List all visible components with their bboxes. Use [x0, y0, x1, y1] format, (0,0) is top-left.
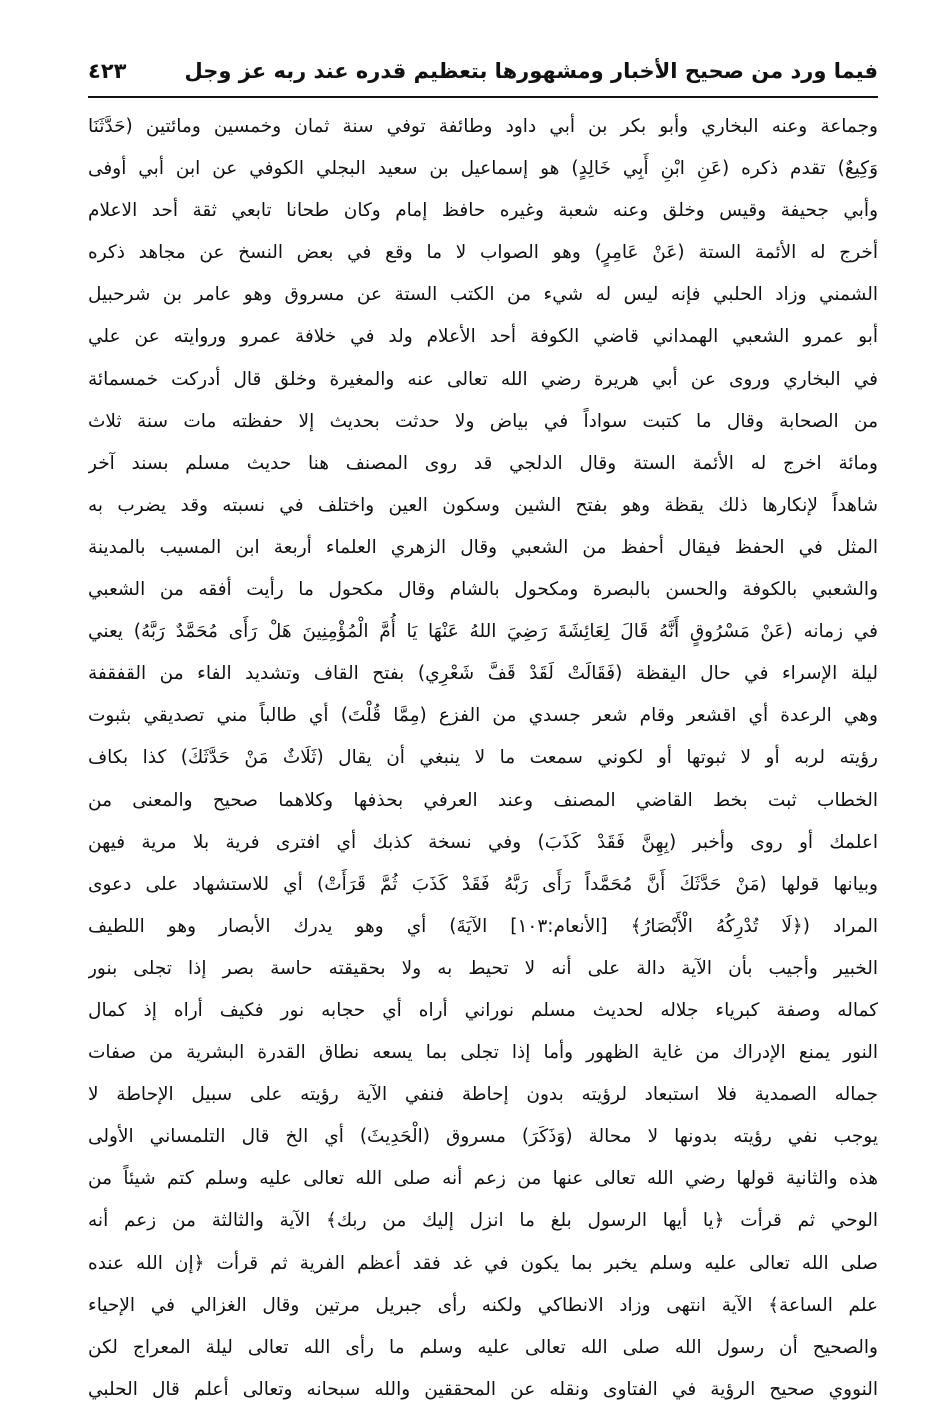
- text-line: ليلة الإسراء في حال اليقظة (فَقَالَتْ لَقَدْ قَفَّ شَعْرِي) بفتح القاف وتشديد الفاء من القفقفة: [88, 663, 878, 685]
- text-line: في البخاري وروى عن أبي هريرة رضي الله تعالى عنه والمغيرة وخلق قال أدركت خمسمائة: [88, 368, 878, 390]
- header-rule: [88, 96, 878, 98]
- text-line: والصحيح أن رسول الله صلى الله تعالى عليه وسلم ما رأى الله تعالى ليلة المعراج لكن: [88, 1336, 878, 1358]
- text-line: يوجب نفي رؤيته بدونها لا محالة (وَذَكَرَ) مسروق (الْحَدِيثَ) أي الخ قال التلمساني الأولى: [88, 1126, 878, 1148]
- text-line: شاهداً لإنكارها ذلك يقظة وهو بفتح الشين وسكون العين واختلف في نسبته وقد يضرب به: [88, 494, 878, 516]
- text-line: المثل في الحفظ فيقال أحفظ من الشعبي وقال الزهري العلماء أربعة ابن المسيب بالمدينة: [88, 536, 878, 558]
- text-line: جماله الصمدية فلا استبعاد لرؤيته بدون إحاطة فنفي الآية رؤيته على سبيل الإحاطة لا: [88, 1084, 878, 1106]
- text-line: علم الساعة﴾ الآية انتهى وزاد الانطاكي ولكنه رأى جبريل مرتين وقال الغزالي في الإحياء: [88, 1294, 878, 1316]
- text-line: الخطاب ثبت بخط القاضي المصنف وعند العرفي بحذفها وكلاهما صحيح والمعنى من: [88, 789, 878, 811]
- text-line: أبو عمرو الشعبي الهمداني قاضي الكوفة أحد الأعلام ولد في خلافة عمرو وروايته عن علي: [88, 326, 878, 348]
- text-line: في زمانه (عَنْ مَسْرُوقٍ أَنَّهُ قَالَ لِعَائِشَةَ رَضِيَ اللهُ عَنْهَا يَا أُمَّ الْمُؤْمِنِينَ هَلْ رَأَى مُحَمَّدٌ رَبَّهُ) يعني: [88, 621, 878, 643]
- text-line: الوحي ثم قرأت ﴿يا أيها الرسول بلغ ما انزل إليك من ربك﴾ الآية والثالثة من زعم أنه: [88, 1210, 878, 1232]
- text-line: النووي صحيح الرؤية في الفتاوى ونقله عن المحققين والله سبحانه وتعالى أعلم قال الحلبي: [88, 1378, 878, 1400]
- text-line: وأبي جحيفة وقيس وخلق وعنه شعبة وغيره حافظ إمام وكان طحانا تابعي ثقة أحد الاعلام: [88, 200, 878, 222]
- text-line: والشعبي بالكوفة والحسن بالبصرة ومكحول بالشام وقال مكحول ما رأيت أفقه من الشعبي: [88, 579, 878, 601]
- text-line: اعلمك أو روى وأخبر (بِهِنَّ فَقَدْ كَذَبَ) وفي نسخة كذبك أي افترى فرية بلا مرية فيهن: [88, 831, 878, 853]
- body-text: [88, 106, 878, 1411]
- text-line: هذه والثانية قولها رضي الله تعالى عنها من زعم أنه صلى الله تعالى عليه وسلم كتم شيئاً من: [88, 1168, 878, 1190]
- page-number: ٤٢٣: [88, 59, 127, 83]
- text-line: وجماعة وعنه البخاري وأبو بكر بن أبي داود وطائفة توفي سنة ثمان وخمسين ومائتين (حَدَّثَنَا: [88, 116, 878, 137]
- header-title: فيما ورد من صحيح الأخبار ومشهورها بتعظيم قدره عند ربه عز وجل: [184, 59, 878, 83]
- text-line: رؤيته لربه أو لا ثبوتها أو لكوني سمعت ما لا ينبغي أن يقال (ثَلَاثٌ مَنْ حَدَّثَكَ) كذا بكاف: [88, 747, 878, 769]
- text-line: النور يمنع الإدراك من غاية الظهور وأما إذا تجلى بما يسعه نطاق القدرة البشرية من صفات: [88, 1042, 878, 1064]
- text-line: وَكِيعٌ) تقدم ذكره (عَنِ ابْنِ أَبِي خَالِدٍ) هو إسماعيل بن سعيد البجلي الكوفي عن ابن أبي أوفى: [88, 158, 878, 180]
- text-line: أخرج له الأئمة الستة (عَنْ عَامِرٍ) وهو الصواب لا ما وقع في بعض النسخ عن مجاهد ذكره: [88, 242, 878, 264]
- text-line: الخبير وأجيب بأن الآية دالة على أنه لا تحيط به ولا بحقيقته حاسة بصر إذا تجلى بنور: [88, 957, 878, 979]
- text-line: وهي الرعدة أي اقشعر وقام شعر جسدي من الفزع (مِمَّا قُلْتَ) أي طالباً مني تصديقي بثبوت: [88, 705, 878, 727]
- running-header: [88, 52, 878, 90]
- text-line: المراد (﴿لَا تُدْرِكُهُ الْأَبْصَارُ﴾ [الأنعام:١٠٣] الآيَةَ) أي وهو يدرك الأبصار وهو اللطيف: [88, 915, 878, 937]
- text-line: ومائة اخرج له الأئمة الستة وقال الدلجي قد روى المصنف هنا حديث مسلم بسند آخر: [88, 452, 878, 474]
- text-line: من الصحابة وقال ما كتبت سواداً في بياض ولا حدثت بحديث إلا حفظته مات سنة ثلاث: [88, 410, 878, 432]
- text-line: صلى الله تعالى عليه وسلم يخبر بما يكون في غد فقد أعظم الفرية ثم قرأت ﴿إن الله عنده: [88, 1252, 878, 1274]
- text-line: كماله وصفة كبرياء جلاله لحديث مسلم نوراني أراه أي حجابه نور فكيف أراه إذ كمال: [88, 999, 878, 1021]
- text-line: الشمني وزاد الحلبي فإنه ليس له شيء من الكتب الستة عن مسروق وهو عامر بن شرحبيل: [88, 284, 878, 306]
- text-line: وبيانها قولها (مَنْ حَدَّثَكَ أَنَّ مُحَمَّداً رَأَى رَبَّهُ فَقَدْ كَذَبَ ثُمَّ قَرَأَتْ) أي للاستشهاد على دعوى: [88, 873, 878, 895]
